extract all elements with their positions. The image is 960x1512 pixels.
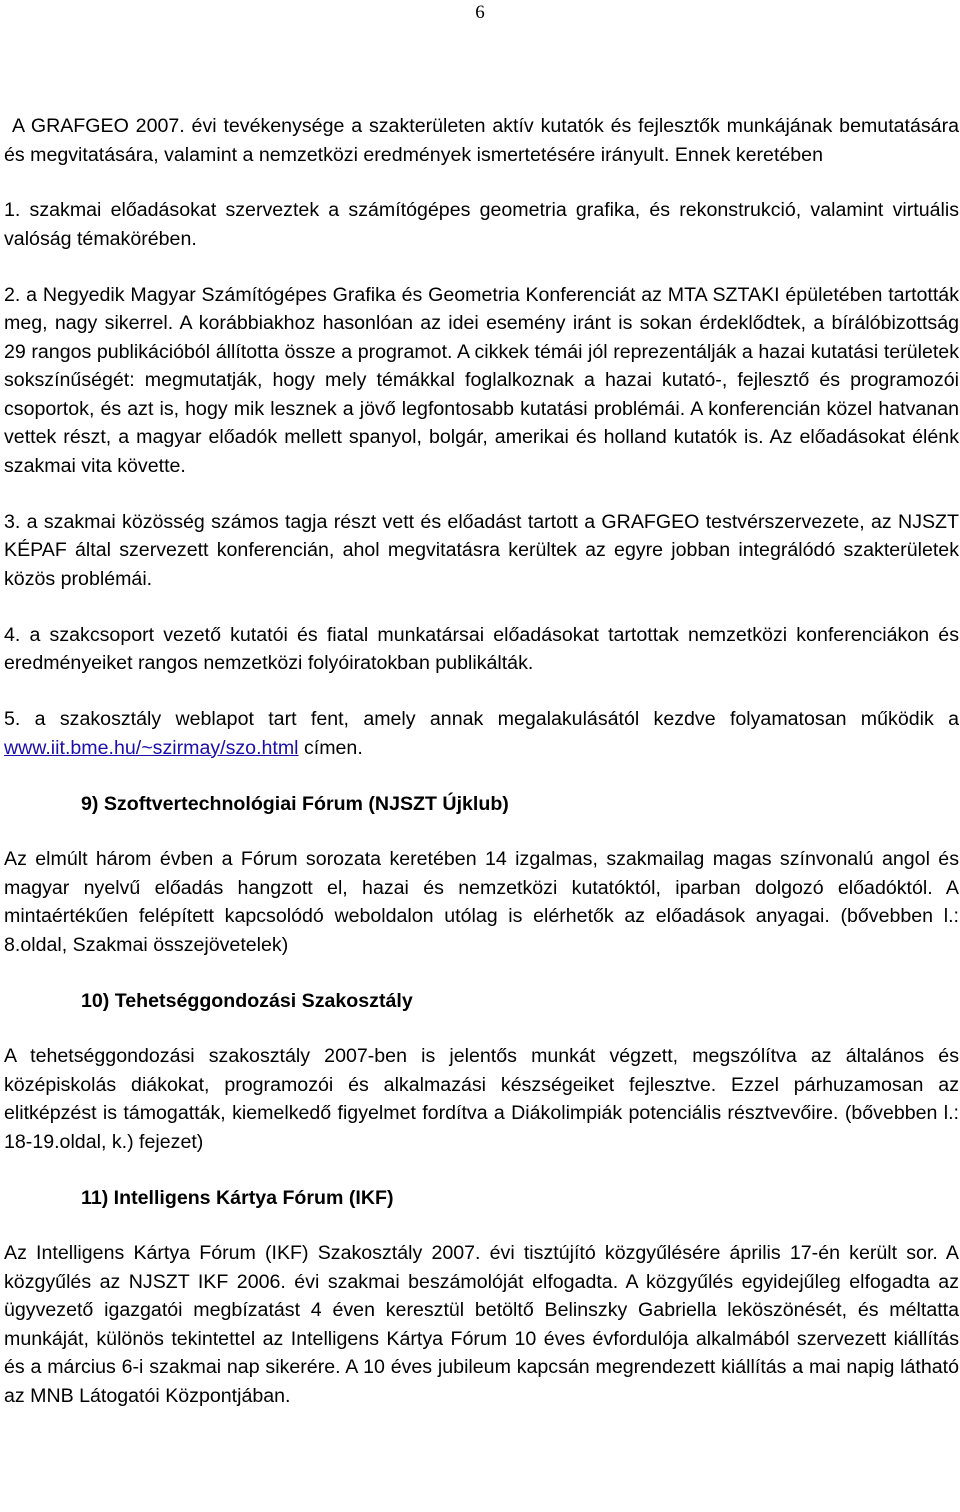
website-link[interactable]: www.iit.bme.hu/~szirmay/szo.html [4, 736, 299, 759]
section-11-body: Az Intelligens Kártya Fórum (IKF) Szakosztály 2007. évi tisztújító közgyűlésére április 17-én került sor. A közgyűlés az NJSZT IKF 2006. évi szakmai beszámolóját elfogadta. A közgyűlés egyidejűleg elfogadta az ügyvezető igazgatói megbízatást 4 éven keresztül betöltő Belinszky Gabriella leköszönését, és méltatta munkáját, különös tekintettel az Intelligens Kártya Fórum 10 éves évfordulója alkalmából szervezett kiállítás és a március 6-i szakmai nap sikerére. A 10 éves jubileum kapcsán megrendezett kiállítás a mai napig látható az MNB Látogatói Központjában. [4, 1242, 959, 1407]
page-number: 6 [475, 2, 485, 23]
list-item-2: 2. a Negyedik Magyar Számítógépes Grafika és Geometria Konferenciát az MTA SZTAKI épületében tartották meg, nagy sikerrel. A korábbiakhoz hasonlóan az idei esemény iránt is sokan érdeklődtek, a bírálóbizottság 29 rangos publikációból állította össze a programot. A cikkek témái jól reprezentálják a hazai kutatási területek sokszínűségét: megmutatják, hogy mely témákkal foglalkoznak a hazai kutató-, fejlesztő és programozói csoportok, és azt is, hogy mik lesznek a jövő legfontosabb kutatási problémái. A konferencián közel hatvanan vettek részt, a magyar előadók mellett spanyol, bolgár, amerikai és holland kutatók is. Az előadásokat élénk szakmai vita követte. [4, 283, 959, 477]
list-item-3: 3. a szakmai közösség számos tagja részt vett és előadást tartott a GRAFGEO testvérszervezete, az NJSZT KÉPAF által szervezett konferencián, ahol megvitatásra kerültek az egyre jobban integrálódó szakterületek közös problémái. [4, 510, 959, 590]
document-body [4, 112, 959, 1410]
list-item-5-text: 5. a szakosztály weblapot tart fent, amely annak megalakulásától kezdve folyamatosan működik a [4, 708, 959, 730]
section-10-heading: 10) Tehetséggondozási Szakosztály [81, 989, 413, 1012]
section-11-heading: 11) Intelligens Kártya Fórum (IKF) [81, 1186, 394, 1209]
list-item-1: 1. szakmai előadásokat szerveztek a számítógépes geometria grafika, és rekonstrukció, valamint virtuális valóság témakörében. [4, 199, 959, 250]
spacer [4, 169, 959, 196]
section-9-body: Az elmúlt három évben a Fórum sorozata keretében 14 izgalmas, szakmailag magas színvonalú angol és magyar nyelvű előadás hangzott el, hazai és nemzetközi kutatóktól, iparban dolgozó előadóktól. A mintaértékűen felépített kapcsolódó weboldalon utólag is elérhetők az előadások anyagai. (bővebben l.: 8.oldal, Szakmai összejövetelek) [4, 848, 959, 956]
intro-paragraph: A GRAFGEO 2007. évi tevékenysége a szakterületen aktív kutatók és fejlesztők munkájának bemutatására és megvitatására, valamint a nemzetközi eredmények ismertetésére irányult. Ennek keretében [4, 115, 959, 166]
section-10-body: A tehetséggondozási szakosztály 2007-ben is jelentős munkát végzett, megszólítva az általános és középiskolás diákokat, programozói és alkalmazási készségeiket fejlesztve. Ezzel párhuzamosan az elitképzést is támogatták, kiemelkedő figyelmet fordítva a Diákolimpiák potenciális résztvevőire. (bővebben l.: 18-19.oldal, k.) fejezet) [4, 1045, 959, 1153]
list-item-5 [4, 705, 959, 762]
list-item-5-suffix: címen. [298, 736, 363, 759]
section-9-heading: 9) Szoftvertechnológiai Fórum (NJSZT Újklub) [81, 792, 509, 815]
list-item-4: 4. a szakcsoport vezető kutatói és fiatal munkatársai előadásokat tartottak nemzetközi konferenciákon és eredményeiket rangos nemzetközi folyóiratokban publikálták. [4, 623, 959, 674]
